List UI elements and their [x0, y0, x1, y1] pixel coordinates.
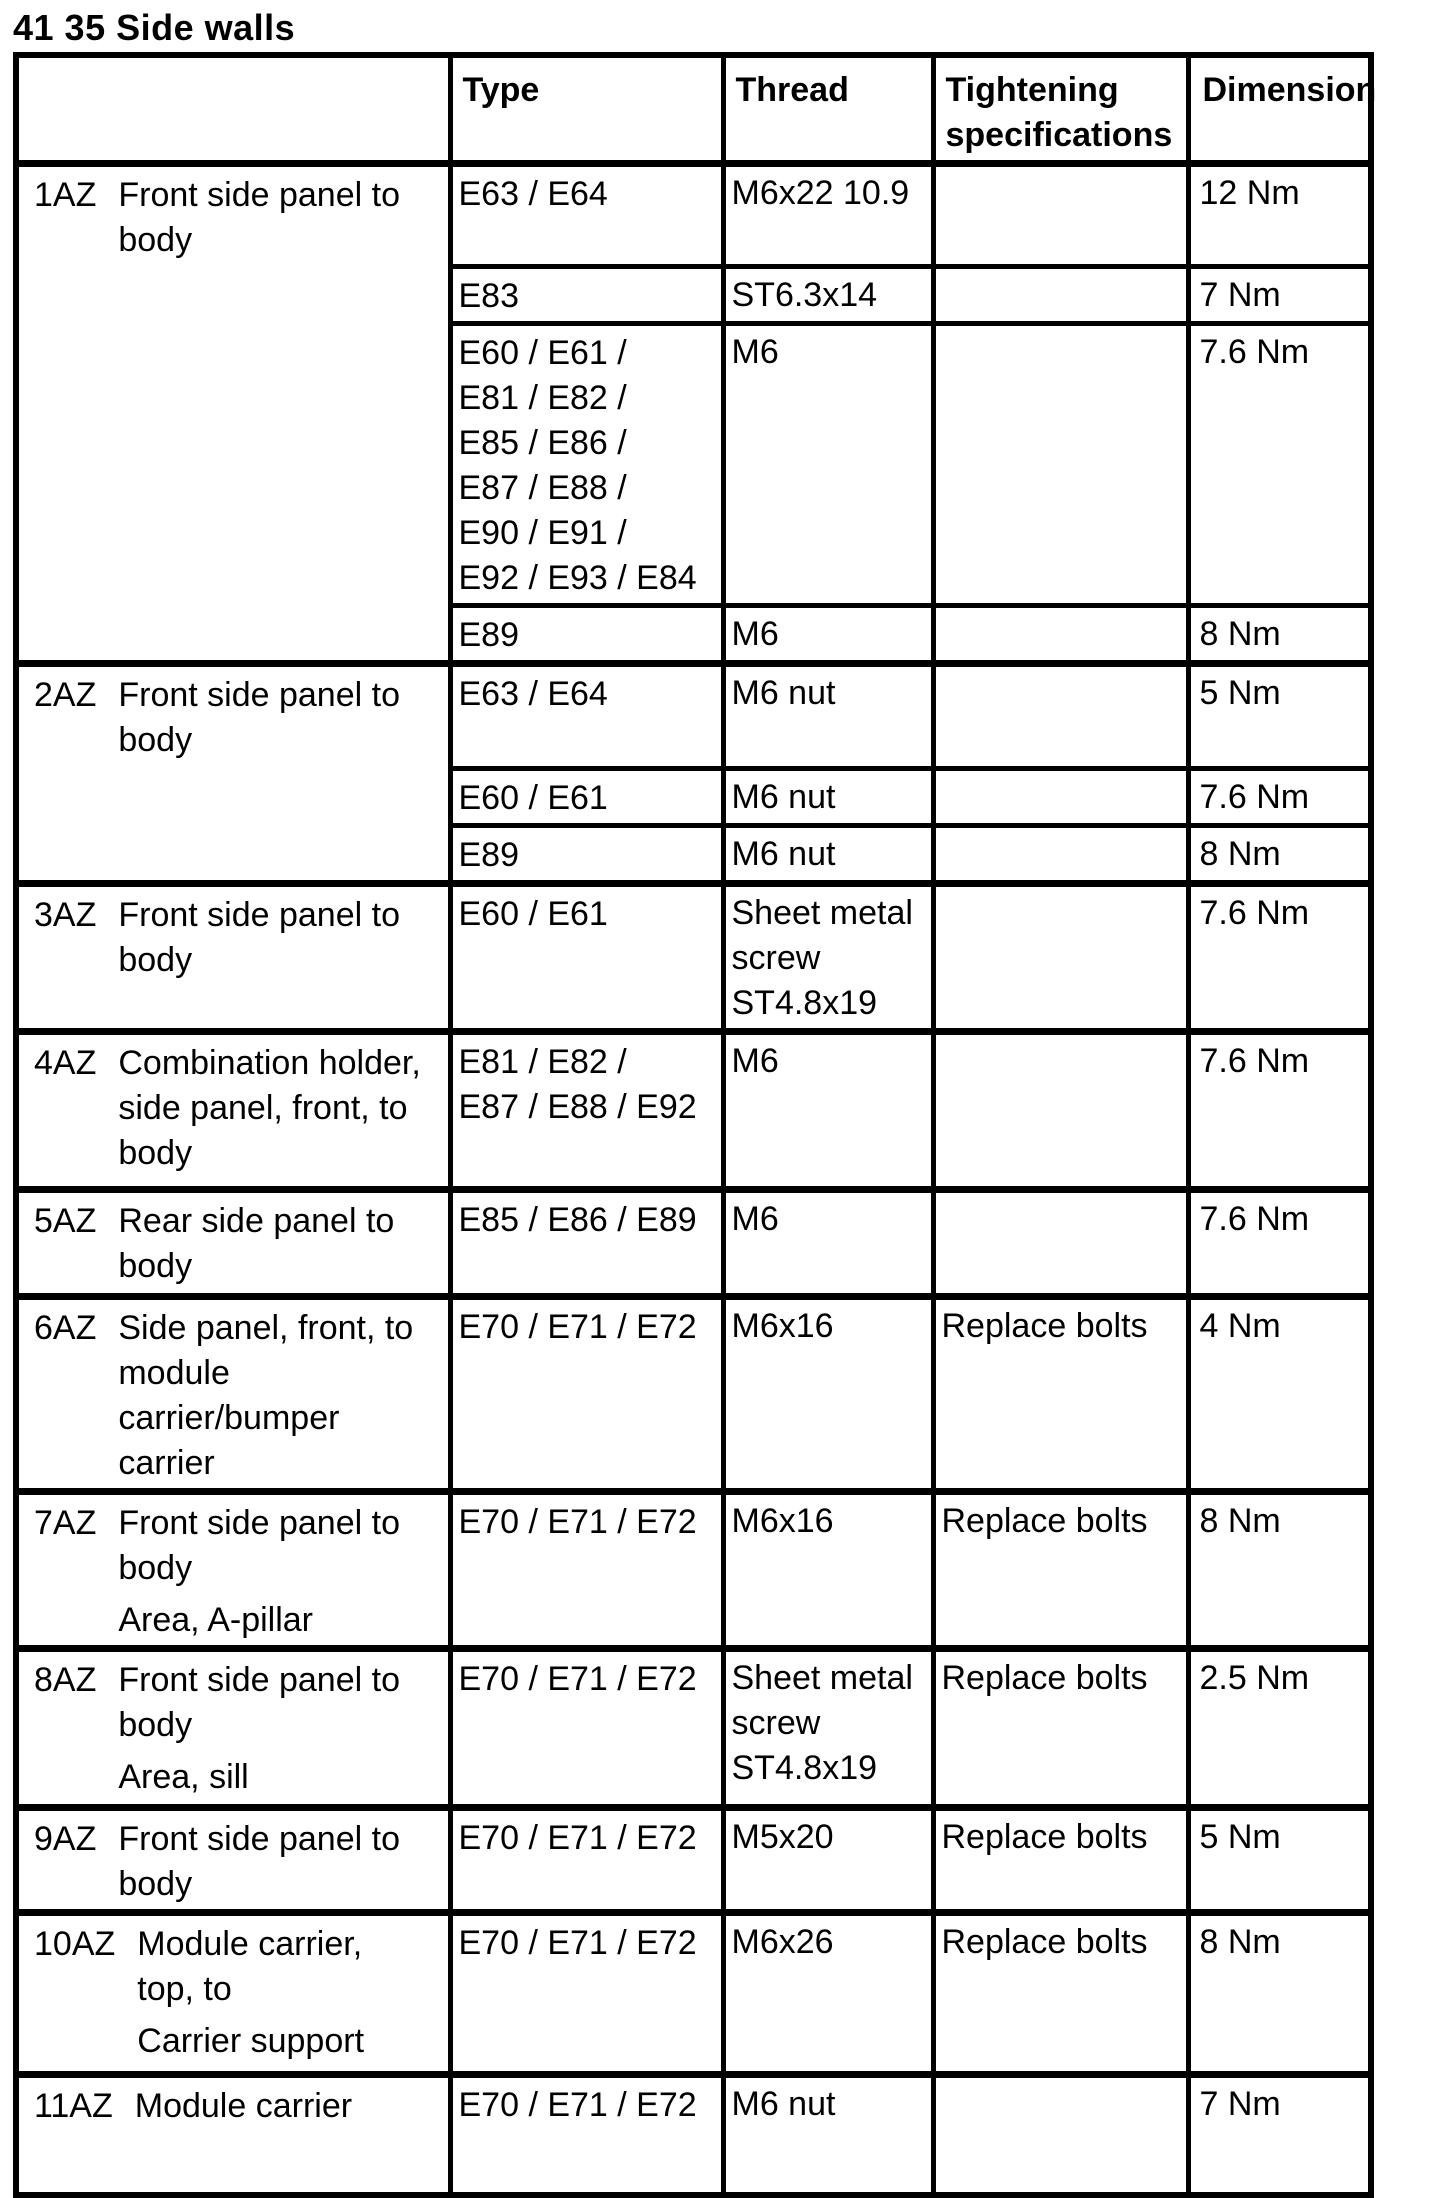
- cell-line: Replace bolts: [941, 1659, 1148, 1697]
- cell-line: screw: [731, 939, 821, 977]
- description-line: top, to: [137, 1970, 232, 2008]
- cell-dimension: [1188, 1190, 1371, 1297]
- cell-type: [450, 267, 723, 324]
- description-text: [118, 1658, 443, 1800]
- cell-line: M6: [731, 615, 779, 653]
- description-line: Rear side panel to: [118, 1202, 395, 1240]
- cell-line: M5x20: [731, 1818, 834, 1856]
- cell-line: E70 / E71 / E72: [458, 1819, 697, 1857]
- row-id-label: 11AZ: [34, 2087, 113, 2125]
- cell-line: E81 / E82 /: [458, 1043, 627, 1081]
- cell-dimension: [1188, 826, 1371, 884]
- cell-line: ST4.8x19: [731, 1749, 878, 1787]
- cell-dimension: [1188, 606, 1371, 664]
- cell-thread: [723, 664, 933, 769]
- description-paragraph: [118, 1817, 443, 1907]
- cell-description: [16, 1913, 450, 2075]
- cell-dimension: [1188, 267, 1371, 324]
- cell-line: E63 / E64: [458, 675, 608, 713]
- cell-dimension: [1188, 769, 1371, 826]
- row-id-label: 4AZ: [34, 1044, 97, 1082]
- header-tightening: Tightening specifications: [933, 55, 1188, 164]
- cell-thread: [723, 826, 933, 884]
- cell-thread: [723, 606, 933, 664]
- cell-line: M6: [731, 1200, 779, 1238]
- cell-line: M6 nut: [731, 674, 836, 712]
- cell-line: M6x16: [731, 1307, 834, 1345]
- cell-type: [450, 826, 723, 884]
- cell-thread: [723, 1492, 933, 1649]
- description-line: Front side panel to: [118, 1504, 400, 1542]
- cell-thread: [723, 164, 933, 267]
- description-line: Front side panel to: [118, 1820, 400, 1858]
- description-text: [137, 1922, 443, 2064]
- row-id-label: 6AZ: [34, 1309, 97, 1347]
- cell-thread: [723, 324, 933, 606]
- description-paragraph: [118, 673, 443, 763]
- row-id-label: 8AZ: [34, 1661, 97, 1699]
- cell-type: [450, 606, 723, 664]
- row-id-label: 3AZ: [34, 896, 97, 934]
- cell-dimension: [1188, 1032, 1371, 1190]
- cell-thread: [723, 1032, 933, 1190]
- cell-tightening: [933, 606, 1188, 664]
- cell-line: E85 / E86 / E89: [458, 1201, 697, 1239]
- cell-line: 5 Nm: [1199, 674, 1281, 712]
- cell-tightening: [933, 826, 1188, 884]
- row-id-label: 2AZ: [34, 676, 97, 714]
- description-text: [118, 1306, 443, 1486]
- cell-tightening: [933, 1032, 1188, 1190]
- cell-type: [450, 1032, 723, 1190]
- cell-tightening: [933, 2075, 1188, 2195]
- cell-line: E70 / E71 / E72: [458, 1660, 697, 1698]
- description-layout: [34, 1658, 444, 1800]
- cell-line: Replace bolts: [941, 1923, 1148, 1961]
- description-text: [118, 893, 443, 983]
- cell-line: Replace bolts: [941, 1502, 1148, 1540]
- description-line: body: [118, 1865, 193, 1903]
- cell-tightening: [933, 1913, 1188, 2075]
- description-line: body: [118, 1247, 193, 1285]
- cell-line: E70 / E71 / E72: [458, 1924, 697, 1962]
- description-text: [118, 1041, 443, 1176]
- table-row: [16, 664, 1371, 769]
- description-line: carrier: [118, 1444, 215, 1482]
- description-line: Front side panel to: [118, 176, 400, 214]
- description-line: Front side panel to: [118, 896, 400, 934]
- cell-line: Sheet metal: [731, 1659, 913, 1697]
- cell-type: [450, 1492, 723, 1649]
- description-paragraph: [137, 1922, 443, 2012]
- description-text: [118, 1501, 443, 1643]
- cell-line: 7.6 Nm: [1199, 1200, 1310, 1238]
- cell-tightening: [933, 164, 1188, 267]
- description-paragraph: [118, 1501, 443, 1591]
- description-layout: [34, 673, 444, 763]
- cell-line: M6: [731, 333, 779, 371]
- cell-tightening: [933, 1297, 1188, 1492]
- cell-line: E87 / E88 /: [458, 469, 627, 507]
- cell-line: E85 / E86 /: [458, 424, 627, 462]
- description-layout: [34, 1199, 444, 1289]
- cell-thread: [723, 1190, 933, 1297]
- description-paragraph: [118, 893, 443, 983]
- cell-line: E60 / E61 /: [458, 334, 627, 372]
- table-row: [16, 1032, 1371, 1190]
- row-id-label: 9AZ: [34, 1820, 97, 1858]
- description-line: carrier/bumper: [118, 1399, 340, 1437]
- cell-tightening: [933, 664, 1188, 769]
- description-line: Carrier support: [137, 2022, 365, 2060]
- description-line: Area, A-pillar: [118, 1601, 313, 1639]
- cell-type: [450, 1297, 723, 1492]
- cell-line: E60 / E61: [458, 895, 608, 933]
- cell-line: M6 nut: [731, 778, 836, 816]
- description-text: [135, 2084, 444, 2129]
- cell-line: 7.6 Nm: [1199, 778, 1310, 816]
- header-thread: Thread: [723, 55, 933, 164]
- description-paragraph: [118, 1755, 443, 1800]
- cell-type: [450, 1808, 723, 1913]
- cell-line: 12 Nm: [1199, 174, 1300, 212]
- table-row: [16, 1649, 1371, 1808]
- cell-line: E81 / E82 /: [458, 379, 627, 417]
- table-row: [16, 884, 1371, 1032]
- cell-line: Sheet metal: [731, 894, 913, 932]
- cell-dimension: [1188, 2075, 1371, 2195]
- cell-line: M6x16: [731, 1502, 834, 1540]
- cell-dimension: [1188, 324, 1371, 606]
- description-line: side panel, front, to: [118, 1089, 408, 1127]
- description-layout: [34, 173, 444, 263]
- cell-dimension: [1188, 1297, 1371, 1492]
- cell-tightening: [933, 1492, 1188, 1649]
- description-text: [118, 1199, 443, 1289]
- description-layout: [34, 2084, 444, 2129]
- cell-dimension: [1188, 164, 1371, 267]
- cell-dimension: [1188, 664, 1371, 769]
- page-title: 41 35 Side walls: [13, 7, 296, 48]
- cell-tightening: [933, 1808, 1188, 1913]
- cell-line: 8 Nm: [1199, 1502, 1281, 1540]
- description-line: Side panel, front, to: [118, 1309, 414, 1347]
- cell-line: M6: [731, 1042, 779, 1080]
- cell-line: 4 Nm: [1199, 1307, 1281, 1345]
- table-row: [16, 1297, 1371, 1492]
- table-row: [16, 1190, 1371, 1297]
- cell-line: 8 Nm: [1199, 835, 1281, 873]
- cell-type: [450, 1913, 723, 2075]
- cell-line: E87 / E88 / E92: [458, 1088, 697, 1126]
- description-layout: [34, 1817, 444, 1907]
- header-blank: [16, 55, 450, 164]
- cell-line: 8 Nm: [1199, 615, 1281, 653]
- description-line: Front side panel to: [118, 676, 400, 714]
- description-line: body: [118, 1706, 193, 1744]
- cell-dimension: [1188, 1913, 1371, 2075]
- row-id-label: 7AZ: [34, 1504, 97, 1542]
- cell-dimension: [1188, 1492, 1371, 1649]
- cell-type: [450, 1649, 723, 1808]
- description-layout: [34, 1501, 444, 1643]
- cell-line: Replace bolts: [941, 1818, 1148, 1856]
- table-row: [16, 1808, 1371, 1913]
- cell-thread: [723, 267, 933, 324]
- header-dimension: Dimension: [1188, 55, 1371, 164]
- cell-line: M6 nut: [731, 835, 836, 873]
- cell-line: 7 Nm: [1199, 276, 1281, 314]
- cell-description: [16, 1649, 450, 1808]
- cell-description: [16, 1492, 450, 1649]
- cell-description: [16, 664, 450, 884]
- cell-thread: [723, 1808, 933, 1913]
- cell-line: E83: [458, 277, 519, 315]
- cell-thread: [723, 1297, 933, 1492]
- cell-line: ST4.8x19: [731, 984, 878, 1022]
- table-row: [16, 1492, 1371, 1649]
- cell-line: E90 / E91 /: [458, 514, 627, 552]
- row-id-label: 5AZ: [34, 1202, 97, 1240]
- cell-description: [16, 164, 450, 664]
- cell-line: 2.5 Nm: [1199, 1659, 1310, 1697]
- cell-tightening: [933, 267, 1188, 324]
- description-text: [118, 173, 443, 263]
- description-text: [118, 673, 443, 763]
- description-paragraph: [137, 2019, 443, 2064]
- row-id-label: 10AZ: [34, 1925, 116, 1963]
- description-layout: [34, 1041, 444, 1176]
- description-paragraph: [118, 1658, 443, 1748]
- table-row: [16, 2075, 1371, 2195]
- cell-line: E70 / E71 / E72: [458, 1308, 697, 1346]
- description-line: body: [118, 1549, 193, 1587]
- cell-thread: [723, 884, 933, 1032]
- cell-line: M6x26: [731, 1923, 834, 1961]
- cell-line: M6x22 10.9: [731, 174, 910, 212]
- description-paragraph: [118, 1041, 443, 1176]
- description-paragraph: [135, 2084, 444, 2129]
- description-line: Front side panel to: [118, 1661, 400, 1699]
- cell-line: 7.6 Nm: [1199, 333, 1310, 371]
- cell-type: [450, 2075, 723, 2195]
- cell-dimension: [1188, 884, 1371, 1032]
- cell-line: ST6.3x14: [731, 276, 878, 314]
- header-row: [16, 55, 1371, 164]
- cell-line: E70 / E71 / E72: [458, 2086, 697, 2124]
- description-paragraph: [118, 173, 443, 263]
- cell-line: 7.6 Nm: [1199, 1042, 1310, 1080]
- cell-line: M6 nut: [731, 2085, 836, 2123]
- table-row: [16, 1913, 1371, 2075]
- cell-description: [16, 884, 450, 1032]
- cell-type: [450, 1190, 723, 1297]
- cell-tightening: [933, 884, 1188, 1032]
- description-paragraph: [118, 1306, 443, 1486]
- description-layout: [34, 893, 444, 983]
- cell-tightening: [933, 1190, 1188, 1297]
- description-layout: [34, 1306, 444, 1486]
- cell-description: [16, 2075, 450, 2195]
- description-line: body: [118, 1134, 193, 1172]
- description-paragraph: [118, 1598, 443, 1643]
- cell-tightening: [933, 769, 1188, 826]
- table-row: [16, 164, 1371, 267]
- cell-thread: [723, 1913, 933, 2075]
- cell-line: 7 Nm: [1199, 2085, 1281, 2123]
- cell-description: [16, 1190, 450, 1297]
- description-paragraph: [118, 1199, 443, 1289]
- cell-type: [450, 164, 723, 267]
- cell-line: 8 Nm: [1199, 1923, 1281, 1961]
- header-type: Type: [450, 55, 723, 164]
- cell-type: [450, 769, 723, 826]
- description-line: body: [118, 941, 193, 979]
- description-line: module: [118, 1354, 230, 1392]
- cell-line: 5 Nm: [1199, 1818, 1281, 1856]
- description-text: [118, 1817, 443, 1907]
- cell-tightening: [933, 324, 1188, 606]
- cell-line: E70 / E71 / E72: [458, 1503, 697, 1541]
- cell-description: [16, 1297, 450, 1492]
- cell-dimension: [1188, 1649, 1371, 1808]
- cell-thread: [723, 2075, 933, 2195]
- row-id-label: 1AZ: [34, 176, 97, 214]
- cell-thread: [723, 769, 933, 826]
- description-line: Area, sill: [118, 1758, 249, 1796]
- description-line: body: [118, 221, 193, 259]
- cell-dimension: [1188, 1808, 1371, 1913]
- cell-tightening: [933, 1649, 1188, 1808]
- cell-line: E89: [458, 616, 519, 654]
- description-line: body: [118, 721, 193, 759]
- cell-description: [16, 1808, 450, 1913]
- cell-line: 7.6 Nm: [1199, 894, 1310, 932]
- description-layout: [34, 1922, 444, 2064]
- cell-line: E60 / E61: [458, 779, 608, 817]
- description-line: Module carrier,: [137, 1925, 363, 1963]
- cell-type: [450, 664, 723, 769]
- description-line: Combination holder,: [118, 1044, 421, 1082]
- cell-type: [450, 324, 723, 606]
- torque-spec-table: [13, 52, 1377, 2198]
- cell-type: [450, 884, 723, 1032]
- description-line: Module carrier: [134, 2087, 353, 2125]
- cell-line: E92 / E93 / E84: [458, 559, 697, 597]
- cell-description: [16, 1032, 450, 1190]
- cell-line: E63 / E64: [458, 175, 608, 213]
- cell-line: E89: [458, 836, 519, 874]
- cell-line: screw: [731, 1704, 821, 1742]
- cell-thread: [723, 1649, 933, 1808]
- cell-line: Replace bolts: [941, 1307, 1148, 1345]
